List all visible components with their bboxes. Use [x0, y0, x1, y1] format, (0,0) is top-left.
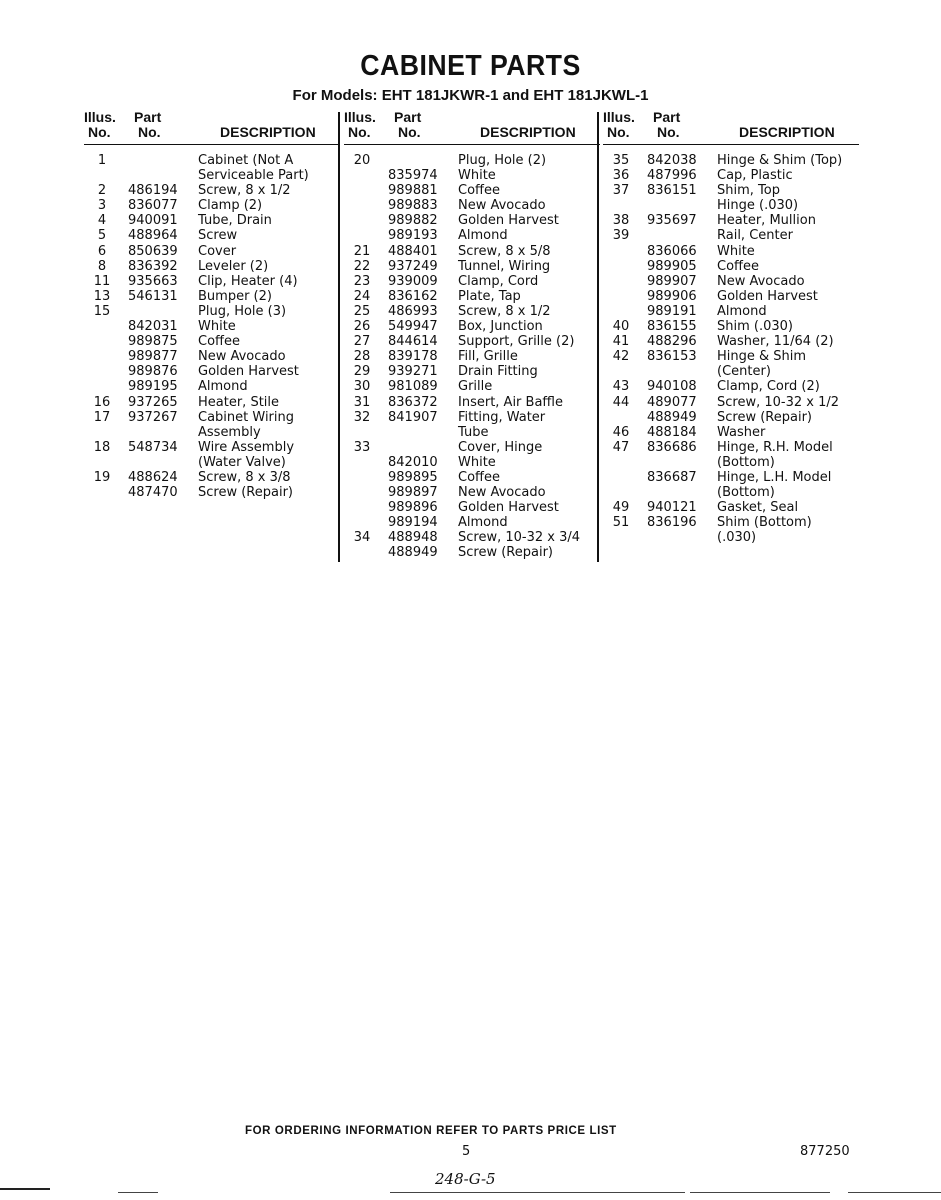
part-description: Drain Fitting: [458, 364, 538, 380]
part-description: Plug, Hole (3): [198, 303, 287, 319]
part-description: Almond: [198, 379, 248, 395]
header-part-no: No.: [657, 124, 680, 140]
page-title: CABINET PARTS: [360, 50, 581, 82]
part-number: 487470: [128, 485, 178, 501]
table-row: [603, 485, 859, 500]
table-row: [84, 319, 340, 334]
table-row: [603, 244, 859, 259]
part-number: 850639: [128, 243, 178, 259]
part-number: 548734: [128, 439, 178, 455]
illus-number: 21: [353, 243, 371, 259]
illus-number: 40: [612, 319, 630, 335]
table-row: [84, 425, 340, 440]
table-row: [84, 304, 340, 319]
table-row: [603, 425, 859, 440]
illus-number: 51: [612, 515, 630, 531]
illus-number: 29: [353, 364, 371, 380]
part-description: Screw: [198, 228, 238, 244]
part-number: 836372: [388, 394, 438, 410]
part-number: 844614: [388, 334, 438, 350]
part-number: 989907: [647, 273, 697, 289]
part-description: Hinge, L.H. Model: [717, 469, 832, 485]
part-number: 486993: [388, 303, 438, 319]
table-row: [344, 364, 600, 379]
parts-column-1: [84, 110, 340, 500]
table-row: [84, 440, 340, 455]
part-number: 842038: [647, 153, 697, 168]
models-subtitle: For Models: EHT 181JKWR-1 and EHT 181JKWL-1: [292, 87, 649, 104]
illus-number: 15: [93, 303, 111, 319]
part-description: Tube: [458, 424, 489, 440]
part-description: Leveler (2): [198, 258, 269, 274]
table-row: [344, 349, 600, 364]
illus-number: 32: [353, 409, 371, 425]
part-number: 836162: [388, 288, 438, 304]
parts-column-3: [603, 110, 859, 545]
part-description: Cap, Plastic: [717, 168, 793, 184]
illus-number: 35: [612, 153, 630, 168]
illus-number: 18: [93, 439, 111, 455]
illus-number: 5: [97, 228, 107, 244]
illus-number: 16: [93, 394, 111, 410]
part-description: Wire Assembly: [198, 439, 295, 455]
column-divider: [338, 112, 340, 562]
part-description: Cover: [198, 243, 237, 259]
illus-number: 24: [353, 288, 371, 304]
part-description: White: [458, 168, 496, 184]
table-row: [84, 244, 340, 259]
illus-number: 34: [353, 530, 371, 546]
part-description: Coffee: [458, 183, 500, 199]
part-number: 836155: [647, 319, 697, 335]
column-header: [344, 110, 600, 145]
table-row: [344, 183, 600, 198]
handwritten-code: 248-G-5: [435, 1170, 496, 1188]
part-description: Insert, Air Baffle: [458, 394, 563, 410]
table-row: [84, 410, 340, 425]
table-row: [84, 213, 340, 228]
header-part-no: No.: [398, 124, 421, 140]
part-number: 989905: [647, 258, 697, 274]
table-row: [603, 289, 859, 304]
table-row: [84, 228, 340, 243]
part-description: Hinge & Shim (Top): [717, 153, 843, 168]
part-description: Hinge, R.H. Model: [717, 439, 833, 455]
table-row: [344, 228, 600, 243]
table-row: [603, 530, 859, 545]
part-description: Almond: [458, 228, 508, 244]
part-number: 836066: [647, 243, 697, 259]
table-row: [603, 228, 859, 243]
scan-mark: [390, 1192, 685, 1193]
part-number: 940108: [647, 379, 697, 395]
part-description: Assembly: [198, 424, 261, 440]
table-row: [603, 319, 859, 334]
part-description: Cover, Hinge: [458, 439, 543, 455]
table-row: [344, 515, 600, 530]
illus-number: 23: [353, 273, 371, 289]
part-number: 546131: [128, 288, 178, 304]
illus-number: 8: [97, 258, 107, 274]
table-row: [344, 440, 600, 455]
part-description: New Avocado: [458, 198, 546, 214]
header-illus: Illus.: [603, 109, 635, 125]
part-number: 989194: [388, 515, 438, 531]
part-number: 989877: [128, 349, 178, 365]
table-row: [344, 395, 600, 410]
table-row: [344, 334, 600, 349]
part-description: Almond: [458, 515, 508, 531]
part-description: Golden Harvest: [458, 500, 559, 516]
table-row: [344, 198, 600, 213]
header-part-no: No.: [138, 124, 161, 140]
table-row: [603, 334, 859, 349]
part-number: 836392: [128, 258, 178, 274]
part-number: 488296: [647, 334, 697, 350]
table-row: [84, 364, 340, 379]
part-number: 937267: [128, 409, 178, 425]
part-number: 488401: [388, 243, 438, 259]
part-number: 842010: [388, 454, 438, 470]
part-number: 937265: [128, 394, 178, 410]
part-description: Golden Harvest: [198, 364, 299, 380]
illus-number: 6: [97, 243, 107, 259]
table-row: [344, 168, 600, 183]
part-number: 989875: [128, 334, 178, 350]
illus-number: 49: [612, 500, 630, 516]
illus-number: 41: [612, 334, 630, 350]
part-description: New Avocado: [198, 349, 286, 365]
table-row: [84, 395, 340, 410]
table-row: [603, 455, 859, 470]
table-row: [603, 440, 859, 455]
table-row: [344, 274, 600, 289]
part-number: 939009: [388, 273, 438, 289]
part-description: (Water Valve): [198, 454, 286, 470]
part-description: Golden Harvest: [717, 288, 818, 304]
illus-number: 33: [353, 439, 371, 455]
table-row: [603, 304, 859, 319]
header-illus-no: No.: [88, 124, 111, 140]
part-description: Washer, 11/64 (2): [717, 334, 834, 350]
table-row: [344, 379, 600, 394]
part-description: Screw, 8 x 3/8: [198, 469, 291, 485]
table-row: [603, 259, 859, 274]
part-description: (Center): [717, 364, 771, 380]
part-number: 836153: [647, 349, 697, 365]
part-number: 989896: [388, 500, 438, 516]
part-description: White: [198, 319, 236, 335]
illus-number: 26: [353, 319, 371, 335]
part-description: Coffee: [198, 334, 240, 350]
part-number: 841907: [388, 409, 438, 425]
part-number: 989895: [388, 469, 438, 485]
illus-number: 39: [612, 228, 630, 244]
part-description: (Bottom): [717, 485, 775, 501]
part-number: 489077: [647, 394, 697, 410]
illus-number: 17: [93, 409, 111, 425]
part-description: Hinge (.030): [717, 198, 799, 214]
illus-number: 27: [353, 334, 371, 350]
part-number: 549947: [388, 319, 438, 335]
table-row: [344, 425, 600, 440]
part-description: Screw, 10-32 x 1/2: [717, 394, 840, 410]
table-row: [603, 515, 859, 530]
part-number: 935697: [647, 213, 697, 229]
part-number: 940121: [647, 500, 697, 516]
part-description: Support, Grille (2): [458, 334, 575, 350]
part-number: 488964: [128, 228, 178, 244]
table-row: [84, 198, 340, 213]
part-number: 836077: [128, 198, 178, 214]
part-description: Clamp (2): [198, 198, 263, 214]
page-number: 5: [462, 1144, 471, 1159]
table-row: [84, 470, 340, 485]
table-row: [84, 349, 340, 364]
part-description: Shim (Bottom): [717, 515, 812, 531]
part-description: Fitting, Water: [458, 409, 546, 425]
illus-number: 22: [353, 258, 371, 274]
part-description: Shim, Top: [717, 183, 780, 199]
part-number: 989881: [388, 183, 438, 199]
part-description: Screw (Repair): [198, 485, 293, 501]
header-part: Part: [134, 109, 162, 125]
table-row: [603, 153, 859, 168]
table-row: [603, 500, 859, 515]
table-row: [344, 244, 600, 259]
part-number: 989906: [647, 288, 697, 304]
part-description: (Bottom): [717, 454, 775, 470]
part-number: 488948: [388, 530, 438, 546]
table-row: [603, 410, 859, 425]
part-number: 842031: [128, 319, 178, 335]
part-description: Shim (.030): [717, 319, 793, 335]
illus-number: 25: [353, 303, 371, 319]
part-description: Screw, 8 x 5/8: [458, 243, 551, 259]
part-number: 989883: [388, 198, 438, 214]
scan-mark: [118, 1192, 158, 1193]
part-description: Screw (Repair): [717, 409, 812, 425]
table-row: [344, 213, 600, 228]
header-illus-no: No.: [348, 124, 371, 140]
header-illus: Illus.: [344, 109, 376, 125]
illus-number: 13: [93, 288, 111, 304]
part-number: 989195: [128, 379, 178, 395]
illus-number: 11: [93, 273, 111, 289]
part-number: 989876: [128, 364, 178, 380]
part-number: 989191: [647, 303, 697, 319]
part-number: 488184: [647, 424, 697, 440]
header-illus-no: No.: [607, 124, 630, 140]
table-row: [84, 274, 340, 289]
header-illus: Illus.: [84, 109, 116, 125]
table-row: [344, 410, 600, 425]
illus-number: 47: [612, 439, 630, 455]
part-number: 981089: [388, 379, 438, 395]
part-number: 487996: [647, 168, 697, 184]
header-part: Part: [394, 109, 422, 125]
table-row: [344, 470, 600, 485]
illus-number: 20: [353, 153, 371, 168]
part-number: 940091: [128, 213, 178, 229]
column-header: [84, 110, 340, 145]
table-row: [344, 485, 600, 500]
illus-number: 2: [97, 183, 107, 199]
scan-mark: [0, 1188, 50, 1190]
illus-number: 42: [612, 349, 630, 365]
illus-number: 37: [612, 183, 630, 199]
illus-number: 1: [97, 153, 107, 168]
part-description: Cabinet (Not A: [198, 153, 294, 168]
table-row: [344, 530, 600, 545]
part-description: (.030): [717, 530, 757, 546]
table-row: [344, 153, 600, 168]
part-number: 989897: [388, 485, 438, 501]
header-description: DESCRIPTION: [480, 124, 576, 140]
part-number: 836196: [647, 515, 697, 531]
part-number: 989882: [388, 213, 438, 229]
illus-number: 3: [97, 198, 107, 214]
part-description: Serviceable Part): [198, 168, 309, 184]
table-row: [603, 183, 859, 198]
illus-number: 36: [612, 168, 630, 184]
scan-mark: [690, 1192, 830, 1193]
table-row: [603, 349, 859, 364]
header-part: Part: [653, 109, 681, 125]
part-description: Tube, Drain: [198, 213, 272, 229]
table-row: [84, 334, 340, 349]
part-description: Fill, Grille: [458, 349, 518, 365]
illus-number: 31: [353, 394, 371, 410]
table-row: [84, 153, 340, 168]
part-description: Heater, Stile: [198, 394, 280, 410]
part-number: 835974: [388, 168, 438, 184]
part-description: Washer: [717, 424, 766, 440]
header-description: DESCRIPTION: [739, 124, 835, 140]
table-row: [84, 183, 340, 198]
illus-number: 43: [612, 379, 630, 395]
table-row: [603, 274, 859, 289]
document-number: 877250: [800, 1144, 850, 1159]
table-row: [603, 470, 859, 485]
ordering-note: FOR ORDERING INFORMATION REFER TO PARTS PRICE LIST: [245, 1125, 617, 1137]
part-description: Clip, Heater (4): [198, 273, 298, 289]
part-description: New Avocado: [717, 273, 805, 289]
part-number: 488624: [128, 469, 178, 485]
part-description: Bumper (2): [198, 288, 272, 304]
table-row: [344, 304, 600, 319]
table-row: [344, 455, 600, 470]
table-row: [84, 379, 340, 394]
part-description: Box, Junction: [458, 319, 543, 335]
part-description: Rail, Center: [717, 228, 793, 244]
header-description: DESCRIPTION: [220, 124, 316, 140]
table-row: [344, 545, 600, 560]
table-row: [603, 395, 859, 410]
part-number: 836151: [647, 183, 697, 199]
parts-column-2: [344, 110, 600, 561]
part-description: New Avocado: [458, 485, 546, 501]
part-description: Golden Harvest: [458, 213, 559, 229]
table-row: [603, 168, 859, 183]
part-description: Coffee: [458, 469, 500, 485]
table-row: [344, 500, 600, 515]
part-description: Plate, Tap: [458, 288, 521, 304]
illus-number: 38: [612, 213, 630, 229]
part-description: Screw, 10-32 x 3/4: [458, 530, 581, 546]
table-row: [84, 485, 340, 500]
table-row: [344, 259, 600, 274]
illus-number: 19: [93, 469, 111, 485]
table-row: [603, 198, 859, 213]
illus-number: 44: [612, 394, 630, 410]
table-row: [344, 319, 600, 334]
scan-mark: [848, 1192, 941, 1193]
part-description: Screw (Repair): [458, 545, 553, 561]
table-row: [84, 289, 340, 304]
table-row: [603, 364, 859, 379]
part-description: Clamp, Cord: [458, 273, 539, 289]
part-description: Gasket, Seal: [717, 500, 799, 516]
part-description: Plug, Hole (2): [458, 153, 547, 168]
part-description: Tunnel, Wiring: [458, 258, 551, 274]
table-row: [84, 168, 340, 183]
part-number: 935663: [128, 273, 178, 289]
illus-number: 46: [612, 424, 630, 440]
part-description: Screw, 8 x 1/2: [198, 183, 291, 199]
table-row: [84, 259, 340, 274]
column-divider: [597, 112, 599, 562]
part-number: 486194: [128, 183, 178, 199]
part-description: Heater, Mullion: [717, 213, 816, 229]
part-number: 937249: [388, 258, 438, 274]
part-description: White: [458, 454, 496, 470]
illus-number: 28: [353, 349, 371, 365]
part-number: 989193: [388, 228, 438, 244]
table-row: [603, 213, 859, 228]
table-row: [603, 379, 859, 394]
part-description: Hinge & Shim: [717, 349, 807, 365]
part-description: Coffee: [717, 258, 759, 274]
part-number: 839178: [388, 349, 438, 365]
part-description: Cabinet Wiring: [198, 409, 295, 425]
part-description: Grille: [458, 379, 493, 395]
part-number: 836687: [647, 469, 697, 485]
part-description: White: [717, 243, 755, 259]
table-row: [84, 455, 340, 470]
part-number: 488949: [647, 409, 697, 425]
part-number: 488949: [388, 545, 438, 561]
column-header: [603, 110, 859, 145]
table-row: [344, 289, 600, 304]
illus-number: 4: [97, 213, 107, 229]
part-number: 836686: [647, 439, 697, 455]
part-description: Almond: [717, 303, 767, 319]
part-number: 939271: [388, 364, 438, 380]
illus-number: 30: [353, 379, 371, 395]
part-description: Screw, 8 x 1/2: [458, 303, 551, 319]
part-description: Clamp, Cord (2): [717, 379, 820, 395]
